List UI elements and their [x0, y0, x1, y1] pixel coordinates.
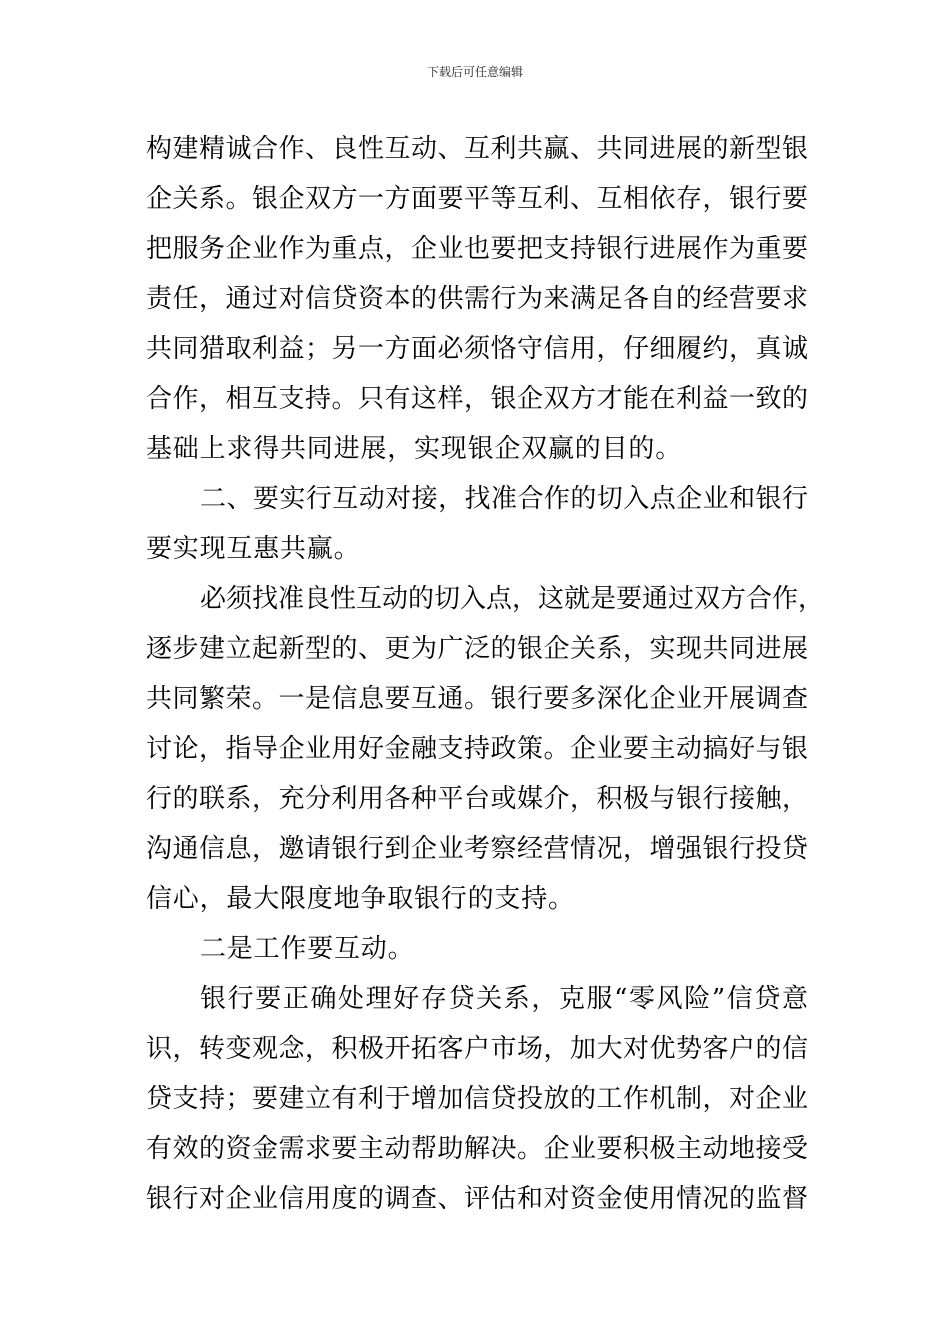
text-line: 行的联系，充分利用各种平台或媒介，积极与银行接触，: [146, 784, 808, 814]
text-line: 合作，相互支持。只有这样，银企双方才能在利益一致的: [146, 384, 808, 414]
text-line: 共同繁荣。一是信息要互通。银行要多深化企业开展调查: [146, 684, 808, 714]
text-line: 逐步建立起新型的、更为广泛的银企关系，实现共同进展: [146, 634, 808, 664]
section-heading-line: 二是工作要互动。: [200, 934, 415, 964]
text-line: 信心，最大限度地争取银行的支持。: [146, 884, 575, 914]
text-line: 识，转变观念，积极开拓客户市场，加大对优势客户的信: [146, 1034, 808, 1064]
text-line: 有效的资金需求要主动帮助解决。企业要积极主动地接受: [146, 1134, 808, 1164]
section-heading-line: 要实现互惠共赢。: [146, 534, 361, 564]
text-line: 银行要正确处理好存贷关系，克服“零风险”信贷意: [200, 984, 808, 1014]
text-line: 基础上求得共同进展，实现银企双赢的目的。: [146, 434, 683, 464]
text-line: 构建精诚合作、良性互动、互利共赢、共同进展的新型银: [146, 134, 808, 164]
text-line: 共同猎取利益；另一方面必须恪守信用，仔细履约，真诚: [146, 334, 808, 364]
text-line: 讨论，指导企业用好金融支持政策。企业要主动搞好与银: [146, 734, 808, 764]
text-line: 必须找准良性互动的切入点，这就是要通过双方合作，: [200, 584, 825, 614]
text-line: 企关系。银企双方一方面要平等互利、互相依存，银行要: [146, 184, 808, 214]
page-header-note: 下载后可任意编辑: [426, 65, 523, 79]
text-line: 贷支持；要建立有利于增加信贷投放的工作机制，对企业: [146, 1084, 808, 1114]
text-line: 沟通信息，邀请银行到企业考察经营情况，增强银行投贷: [146, 834, 808, 864]
section-heading-line: 二、要实行互动对接，找准合作的切入点企业和银行: [200, 484, 808, 514]
text-line: 银行对企业信用度的调查、评估和对资金使用情况的监督: [146, 1184, 808, 1214]
text-line: 把服务企业作为重点，企业也要把支持银行进展作为重要: [146, 234, 808, 264]
text-line: 责任，通过对信贷资本的供需行为来满足各自的经营要求: [146, 284, 808, 314]
